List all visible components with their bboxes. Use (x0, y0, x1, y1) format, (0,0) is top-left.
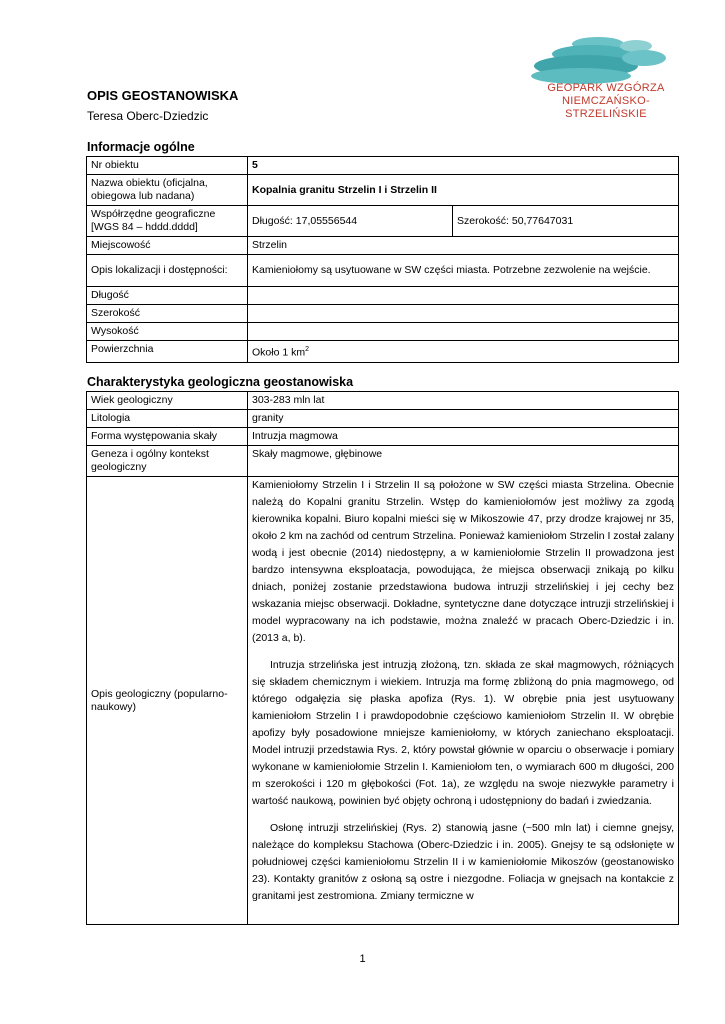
table-row (87, 175, 679, 206)
table-row (87, 392, 679, 410)
document-title: OPIS GEOSTANOWISKA (87, 88, 239, 103)
row-label: Szerokość (87, 305, 248, 323)
row-label: Miejscowość (87, 237, 248, 255)
page-number: 1 (359, 953, 366, 965)
table-row (87, 305, 679, 323)
area-unit-exponent: 2 (305, 346, 310, 353)
row-value: Intruzja magmowa (248, 428, 679, 446)
row-value: granity (248, 410, 679, 428)
row-label: Opis lokalizacji i dostępności: (87, 255, 248, 287)
table-row (87, 323, 679, 341)
table-row (87, 255, 679, 287)
longitude-value: Długość: 17,05556544 (248, 206, 453, 237)
row-label: Opis geologiczny (popularno-naukowy) (87, 477, 248, 925)
row-label: Wiek geologiczny (87, 392, 248, 410)
description-paragraph: Intruzja strzelińska jest intruzją złożoną, tzn. składa ze skał magmowych, różniących się składem chemicznym i wiekiem. Intruzja ma formę zbliżoną do pnia magmowego, od którego odgałęzia się płaska apofiza (Rys. 1). W obrębie pnia jest usytuowany kamieniołom Strzelin I i prawdopodobnie częściowo kamieniołom Strzelin II. W obrębie apofizy były posadowione mniejsze kamieniołomy, w których zaniechano eksploatacji. Model intruzji przedstawia Rys. 2, który powstał głównie w oparciu o obserwacje i pomiary wykonane w kamieniołomie Strzelin I. Kamieniołom ten, o wymiarach 600 m długości, 200 m szerokości i 120 m głębokości (Fot. 1a), ze względu na swoje niezwykłe parametry i wartość naukową, powinien być objęty ochroną i udostępniony do badań i zwiedzania. (252, 659, 674, 807)
row-value (248, 341, 679, 363)
row-value: Skały magmowe, głębinowe (248, 446, 679, 477)
row-value: Kamieniołomy są usytuowane w SW części miasta. Potrzebne zezwolenie na wejście. (248, 255, 679, 287)
table-row (87, 287, 679, 305)
row-label: Forma występowania skały (87, 428, 248, 446)
row-label: Geneza i ogólny kontekst geologiczny (87, 446, 248, 477)
geology-table (86, 391, 679, 925)
general-info-table (86, 156, 679, 363)
document-author: Teresa Oberc-Dziedzic (87, 109, 209, 123)
row-label: Długość (87, 287, 248, 305)
table-row (87, 157, 679, 175)
table-row (87, 446, 679, 477)
logo-text (526, 82, 686, 121)
row-value: Kopalnia granitu Strzelin I i Strzelin II (248, 175, 679, 206)
table-row (87, 428, 679, 446)
row-value (248, 323, 679, 341)
table-row (87, 341, 679, 363)
row-value: 5 (248, 157, 679, 175)
description-paragraph: Kamieniołomy Strzelin I i Strzelin II są położone w SW części miasta Strzelina. Obecnie należą do Kopalni granitu Strzelin. Wstęp do kamieniołomów jest możliwy za zgodą kierownika kopalni. Biuro kopalni mieści się w Mikoszowie 47, przy drodze krajowej nr 35, około 2 km na zachód od centrum Strzelina. Ponieważ kamieniołom Strzelin I został zalany wodą i jest obecnie (2014) niedostępny, a w kamieniołomie Strzelin II prowadzona jest bardzo intensywna eksploatacja, powodująca, że miejsca obserwacji znikają po kilku dniach, poniżej zostanie przedstawiona budowa intruzji strzelińskiej i jej cechy bez wskazania miejsc obserwacji. Dokładne, syntetyczne dane dotyczące intruzji strzelińskiej i model wypracowany na ich podstawie, można znaleźć w pracach Oberc-Dziedzic i in. (2013 a, b). (252, 479, 674, 644)
geological-description (248, 477, 679, 925)
area-value: Około 1 km (252, 346, 306, 359)
table-row (87, 477, 679, 925)
row-label: Współrzędne geograficzne [WGS 84 – hddd.dddd] (87, 206, 248, 237)
row-label: Nazwa obiektu (oficjalna, obiegowa lub nadana) (87, 175, 248, 206)
row-value (248, 305, 679, 323)
section-geology-heading: Charakterystyka geologiczna geostanowiska (87, 375, 354, 389)
description-paragraph: Osłonę intruzji strzelińskiej (Rys. 2) stanowią jasne (~500 mln lat) i ciemne gnejsy, należące do kompleksu Stachowa (Oberc-Dziedzic i in. 2005). Gnejsy te są odsłonięte w południowej części kamieniołomu Strzelin II i w kamieniołomie Mikoszów (geostanowisko 23). Kontakty granitów z osłoną są ostre i niezgodne. Foliacja w gnejsach na kontakcie z granitami jest zestromiona. Zmiany termiczne w (252, 822, 674, 902)
table-row (87, 410, 679, 428)
table-row (87, 206, 679, 237)
table-row (87, 237, 679, 255)
row-label: Nr obiektu (87, 157, 248, 175)
section-general-heading: Informacje ogólne (87, 140, 195, 154)
latitude-value: Szerokość: 50,77647031 (453, 206, 679, 237)
row-label: Wysokość (87, 323, 248, 341)
logo-line-1: GEOPARK WZGÓRZA (547, 82, 665, 94)
row-value: Strzelin (248, 237, 679, 255)
row-value: 303-283 mln lat (248, 392, 679, 410)
row-value (248, 287, 679, 305)
logo-line-2: NIEMCZAŃSKO-STRZELIŃSKIE (562, 95, 650, 120)
row-label: Litologia (87, 410, 248, 428)
row-label: Powierzchnia (87, 341, 248, 363)
